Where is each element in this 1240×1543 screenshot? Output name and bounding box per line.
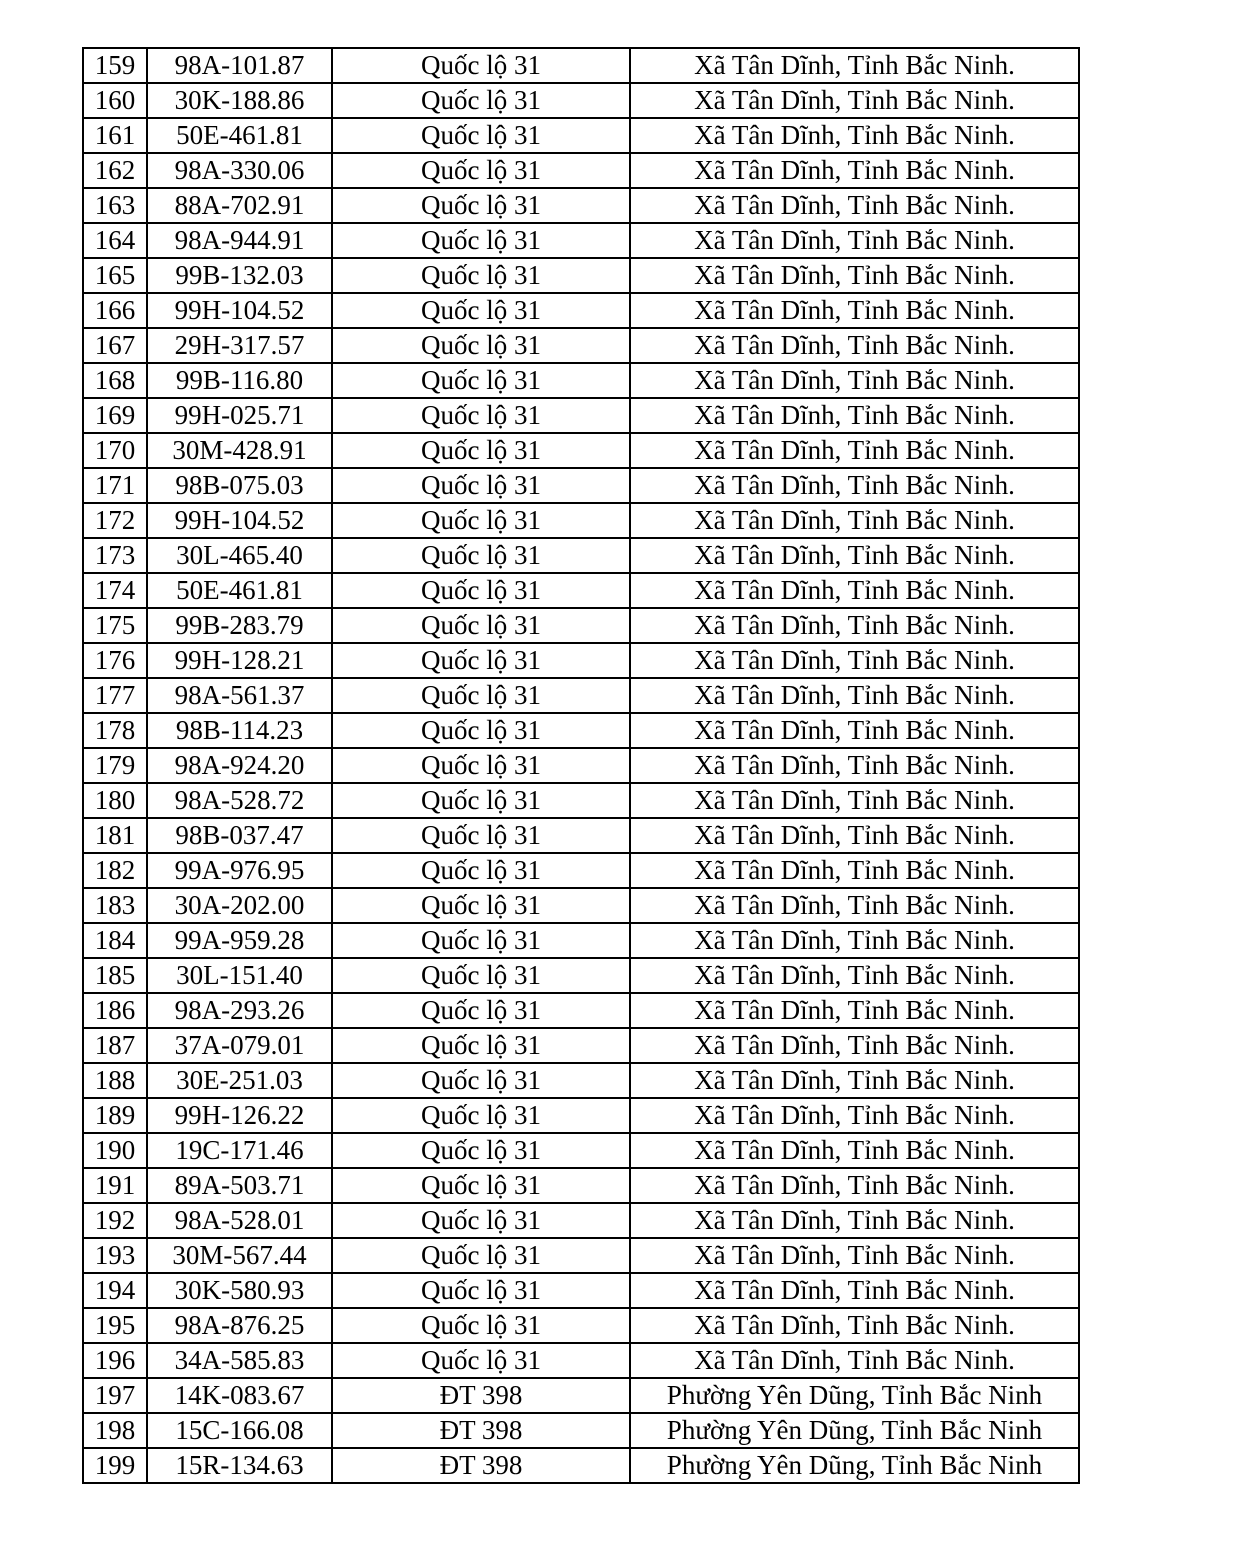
row-number-cell: 197 [83, 1378, 147, 1413]
row-number-cell: 198 [83, 1413, 147, 1448]
plate-number-cell: 15R-134.63 [147, 1448, 332, 1483]
road-name-cell: Quốc lộ 31 [332, 258, 630, 293]
row-number-cell: 174 [83, 573, 147, 608]
location-cell: Phường Yên Dũng, Tỉnh Bắc Ninh [630, 1448, 1079, 1483]
location-cell: Xã Tân Dĩnh, Tỉnh Bắc Ninh. [630, 258, 1079, 293]
table-row [83, 888, 1079, 923]
location-cell: Xã Tân Dĩnh, Tỉnh Bắc Ninh. [630, 468, 1079, 503]
location-cell: Xã Tân Dĩnh, Tỉnh Bắc Ninh. [630, 398, 1079, 433]
location-cell: Xã Tân Dĩnh, Tỉnh Bắc Ninh. [630, 223, 1079, 258]
location-cell: Xã Tân Dĩnh, Tỉnh Bắc Ninh. [630, 1133, 1079, 1168]
table-row [83, 1238, 1079, 1273]
location-cell: Xã Tân Dĩnh, Tỉnh Bắc Ninh. [630, 923, 1079, 958]
road-name-cell: Quốc lộ 31 [332, 958, 630, 993]
location-cell: Xã Tân Dĩnh, Tỉnh Bắc Ninh. [630, 1063, 1079, 1098]
row-number-cell: 178 [83, 713, 147, 748]
plate-number-cell: 29H-317.57 [147, 328, 332, 363]
plate-number-cell: 98A-101.87 [147, 48, 332, 83]
table-row [83, 1343, 1079, 1378]
row-number-cell: 179 [83, 748, 147, 783]
plate-number-cell: 99H-128.21 [147, 643, 332, 678]
plate-number-cell: 99H-126.22 [147, 1098, 332, 1133]
table-row [83, 993, 1079, 1028]
row-number-cell: 162 [83, 153, 147, 188]
table-row [83, 923, 1079, 958]
road-name-cell: ĐT 398 [332, 1448, 630, 1483]
plate-number-cell: 34A-585.83 [147, 1343, 332, 1378]
plate-number-cell: 14K-083.67 [147, 1378, 332, 1413]
location-cell: Xã Tân Dĩnh, Tỉnh Bắc Ninh. [630, 678, 1079, 713]
road-name-cell: Quốc lộ 31 [332, 223, 630, 258]
road-name-cell: Quốc lộ 31 [332, 993, 630, 1028]
row-number-cell: 186 [83, 993, 147, 1028]
table-row [83, 188, 1079, 223]
row-number-cell: 169 [83, 398, 147, 433]
plate-number-cell: 98B-037.47 [147, 818, 332, 853]
road-name-cell: Quốc lộ 31 [332, 83, 630, 118]
plate-number-cell: 99H-104.52 [147, 293, 332, 328]
plate-number-cell: 30M-567.44 [147, 1238, 332, 1273]
road-name-cell: Quốc lộ 31 [332, 1133, 630, 1168]
plate-number-cell: 99A-959.28 [147, 923, 332, 958]
road-name-cell: Quốc lộ 31 [332, 1098, 630, 1133]
records-table-body [83, 48, 1079, 1483]
row-number-cell: 199 [83, 1448, 147, 1483]
location-cell: Xã Tân Dĩnh, Tỉnh Bắc Ninh. [630, 1098, 1079, 1133]
table-row [83, 538, 1079, 573]
plate-number-cell: 99H-025.71 [147, 398, 332, 433]
location-cell: Xã Tân Dĩnh, Tỉnh Bắc Ninh. [630, 503, 1079, 538]
row-number-cell: 165 [83, 258, 147, 293]
road-name-cell: Quốc lộ 31 [332, 538, 630, 573]
table-row [83, 1448, 1079, 1483]
location-cell: Xã Tân Dĩnh, Tỉnh Bắc Ninh. [630, 573, 1079, 608]
location-cell: Xã Tân Dĩnh, Tỉnh Bắc Ninh. [630, 1203, 1079, 1238]
road-name-cell: Quốc lộ 31 [332, 713, 630, 748]
plate-number-cell: 30L-151.40 [147, 958, 332, 993]
table-row [83, 468, 1079, 503]
location-cell: Xã Tân Dĩnh, Tỉnh Bắc Ninh. [630, 1028, 1079, 1063]
road-name-cell: Quốc lộ 31 [332, 118, 630, 153]
road-name-cell: Quốc lộ 31 [332, 923, 630, 958]
plate-number-cell: 98A-293.26 [147, 993, 332, 1028]
plate-number-cell: 98A-528.72 [147, 783, 332, 818]
location-cell: Xã Tân Dĩnh, Tỉnh Bắc Ninh. [630, 1308, 1079, 1343]
road-name-cell: Quốc lộ 31 [332, 398, 630, 433]
road-name-cell: Quốc lộ 31 [332, 433, 630, 468]
location-cell: Xã Tân Dĩnh, Tỉnh Bắc Ninh. [630, 153, 1079, 188]
plate-number-cell: 99B-132.03 [147, 258, 332, 293]
table-row [83, 1133, 1079, 1168]
plate-number-cell: 99H-104.52 [147, 503, 332, 538]
plate-number-cell: 98A-924.20 [147, 748, 332, 783]
row-number-cell: 187 [83, 1028, 147, 1063]
row-number-cell: 192 [83, 1203, 147, 1238]
row-number-cell: 196 [83, 1343, 147, 1378]
row-number-cell: 166 [83, 293, 147, 328]
plate-number-cell: 19C-171.46 [147, 1133, 332, 1168]
plate-number-cell: 50E-461.81 [147, 573, 332, 608]
plate-number-cell: 30M-428.91 [147, 433, 332, 468]
plate-number-cell: 89A-503.71 [147, 1168, 332, 1203]
location-cell: Xã Tân Dĩnh, Tỉnh Bắc Ninh. [630, 293, 1079, 328]
row-number-cell: 167 [83, 328, 147, 363]
location-cell: Xã Tân Dĩnh, Tỉnh Bắc Ninh. [630, 48, 1079, 83]
row-number-cell: 160 [83, 83, 147, 118]
table-row [83, 118, 1079, 153]
table-row [83, 1028, 1079, 1063]
row-number-cell: 190 [83, 1133, 147, 1168]
location-cell: Xã Tân Dĩnh, Tỉnh Bắc Ninh. [630, 643, 1079, 678]
row-number-cell: 181 [83, 818, 147, 853]
location-cell: Xã Tân Dĩnh, Tỉnh Bắc Ninh. [630, 538, 1079, 573]
table-row [83, 1063, 1079, 1098]
row-number-cell: 159 [83, 48, 147, 83]
row-number-cell: 193 [83, 1238, 147, 1273]
plate-number-cell: 37A-079.01 [147, 1028, 332, 1063]
row-number-cell: 191 [83, 1168, 147, 1203]
plate-number-cell: 98A-330.06 [147, 153, 332, 188]
table-row [83, 293, 1079, 328]
road-name-cell: Quốc lộ 31 [332, 293, 630, 328]
row-number-cell: 176 [83, 643, 147, 678]
location-cell: Xã Tân Dĩnh, Tỉnh Bắc Ninh. [630, 818, 1079, 853]
table-row [83, 748, 1079, 783]
road-name-cell: Quốc lộ 31 [332, 153, 630, 188]
row-number-cell: 185 [83, 958, 147, 993]
table-row [83, 1378, 1079, 1413]
location-cell: Xã Tân Dĩnh, Tỉnh Bắc Ninh. [630, 993, 1079, 1028]
table-row [83, 1098, 1079, 1133]
location-cell: Xã Tân Dĩnh, Tỉnh Bắc Ninh. [630, 748, 1079, 783]
road-name-cell: Quốc lộ 31 [332, 888, 630, 923]
row-number-cell: 180 [83, 783, 147, 818]
road-name-cell: Quốc lộ 31 [332, 1308, 630, 1343]
plate-number-cell: 30K-580.93 [147, 1273, 332, 1308]
location-cell: Xã Tân Dĩnh, Tỉnh Bắc Ninh. [630, 1168, 1079, 1203]
row-number-cell: 182 [83, 853, 147, 888]
location-cell: Phường Yên Dũng, Tỉnh Bắc Ninh [630, 1378, 1079, 1413]
table-row [83, 1413, 1079, 1448]
plate-number-cell: 15C-166.08 [147, 1413, 332, 1448]
road-name-cell: ĐT 398 [332, 1378, 630, 1413]
row-number-cell: 195 [83, 1308, 147, 1343]
table-row [83, 783, 1079, 818]
table-row [83, 503, 1079, 538]
table-row [83, 83, 1079, 118]
road-name-cell: Quốc lộ 31 [332, 818, 630, 853]
row-number-cell: 175 [83, 608, 147, 643]
row-number-cell: 171 [83, 468, 147, 503]
location-cell: Xã Tân Dĩnh, Tỉnh Bắc Ninh. [630, 1238, 1079, 1273]
table-row [83, 433, 1079, 468]
location-cell: Xã Tân Dĩnh, Tỉnh Bắc Ninh. [630, 853, 1079, 888]
location-cell: Xã Tân Dĩnh, Tỉnh Bắc Ninh. [630, 433, 1079, 468]
table-row [83, 573, 1079, 608]
table-row [83, 1168, 1079, 1203]
location-cell: Xã Tân Dĩnh, Tỉnh Bắc Ninh. [630, 608, 1079, 643]
table-row [83, 818, 1079, 853]
plate-number-cell: 30A-202.00 [147, 888, 332, 923]
road-name-cell: Quốc lộ 31 [332, 1203, 630, 1238]
road-name-cell: Quốc lộ 31 [332, 678, 630, 713]
location-cell: Xã Tân Dĩnh, Tỉnh Bắc Ninh. [630, 83, 1079, 118]
road-name-cell: Quốc lộ 31 [332, 643, 630, 678]
table-row [83, 153, 1079, 188]
plate-number-cell: 98B-075.03 [147, 468, 332, 503]
plate-number-cell: 88A-702.91 [147, 188, 332, 223]
location-cell: Xã Tân Dĩnh, Tỉnh Bắc Ninh. [630, 783, 1079, 818]
table-row [83, 713, 1079, 748]
road-name-cell: Quốc lộ 31 [332, 328, 630, 363]
table-row [83, 678, 1079, 713]
vehicle-records-table [82, 47, 1080, 1484]
row-number-cell: 188 [83, 1063, 147, 1098]
road-name-cell: Quốc lộ 31 [332, 748, 630, 783]
road-name-cell: Quốc lộ 31 [332, 1343, 630, 1378]
table-row [83, 1273, 1079, 1308]
table-row [83, 608, 1079, 643]
table-row [83, 958, 1079, 993]
table-row [83, 363, 1079, 398]
road-name-cell: Quốc lộ 31 [332, 608, 630, 643]
location-cell: Xã Tân Dĩnh, Tỉnh Bắc Ninh. [630, 328, 1079, 363]
row-number-cell: 172 [83, 503, 147, 538]
road-name-cell: Quốc lộ 31 [332, 1063, 630, 1098]
location-cell: Xã Tân Dĩnh, Tỉnh Bắc Ninh. [630, 1343, 1079, 1378]
location-cell: Phường Yên Dũng, Tỉnh Bắc Ninh [630, 1413, 1079, 1448]
location-cell: Xã Tân Dĩnh, Tỉnh Bắc Ninh. [630, 1273, 1079, 1308]
plate-number-cell: 99A-976.95 [147, 853, 332, 888]
road-name-cell: Quốc lộ 31 [332, 363, 630, 398]
road-name-cell: Quốc lộ 31 [332, 853, 630, 888]
table-row [83, 328, 1079, 363]
plate-number-cell: 99B-283.79 [147, 608, 332, 643]
table-row [83, 258, 1079, 293]
road-name-cell: Quốc lộ 31 [332, 783, 630, 818]
row-number-cell: 163 [83, 188, 147, 223]
plate-number-cell: 30K-188.86 [147, 83, 332, 118]
plate-number-cell: 30L-465.40 [147, 538, 332, 573]
table-row [83, 853, 1079, 888]
location-cell: Xã Tân Dĩnh, Tỉnh Bắc Ninh. [630, 363, 1079, 398]
road-name-cell: Quốc lộ 31 [332, 1168, 630, 1203]
plate-number-cell: 98A-561.37 [147, 678, 332, 713]
plate-number-cell: 50E-461.81 [147, 118, 332, 153]
location-cell: Xã Tân Dĩnh, Tỉnh Bắc Ninh. [630, 188, 1079, 223]
row-number-cell: 177 [83, 678, 147, 713]
table-row [83, 643, 1079, 678]
table-row [83, 1203, 1079, 1238]
road-name-cell: Quốc lộ 31 [332, 188, 630, 223]
plate-number-cell: 98A-944.91 [147, 223, 332, 258]
road-name-cell: Quốc lộ 31 [332, 1028, 630, 1063]
table-row [83, 1308, 1079, 1343]
row-number-cell: 184 [83, 923, 147, 958]
location-cell: Xã Tân Dĩnh, Tỉnh Bắc Ninh. [630, 888, 1079, 923]
road-name-cell: Quốc lộ 31 [332, 1238, 630, 1273]
road-name-cell: Quốc lộ 31 [332, 503, 630, 538]
road-name-cell: Quốc lộ 31 [332, 468, 630, 503]
location-cell: Xã Tân Dĩnh, Tỉnh Bắc Ninh. [630, 958, 1079, 993]
row-number-cell: 189 [83, 1098, 147, 1133]
plate-number-cell: 98A-528.01 [147, 1203, 332, 1238]
table-row [83, 398, 1079, 433]
row-number-cell: 161 [83, 118, 147, 153]
row-number-cell: 194 [83, 1273, 147, 1308]
row-number-cell: 173 [83, 538, 147, 573]
plate-number-cell: 98B-114.23 [147, 713, 332, 748]
road-name-cell: Quốc lộ 31 [332, 48, 630, 83]
row-number-cell: 183 [83, 888, 147, 923]
row-number-cell: 170 [83, 433, 147, 468]
plate-number-cell: 98A-876.25 [147, 1308, 332, 1343]
location-cell: Xã Tân Dĩnh, Tỉnh Bắc Ninh. [630, 713, 1079, 748]
plate-number-cell: 30E-251.03 [147, 1063, 332, 1098]
road-name-cell: Quốc lộ 31 [332, 573, 630, 608]
row-number-cell: 164 [83, 223, 147, 258]
road-name-cell: Quốc lộ 31 [332, 1273, 630, 1308]
row-number-cell: 168 [83, 363, 147, 398]
location-cell: Xã Tân Dĩnh, Tỉnh Bắc Ninh. [630, 118, 1079, 153]
table-row [83, 223, 1079, 258]
road-name-cell: ĐT 398 [332, 1413, 630, 1448]
table-row [83, 48, 1079, 83]
plate-number-cell: 99B-116.80 [147, 363, 332, 398]
